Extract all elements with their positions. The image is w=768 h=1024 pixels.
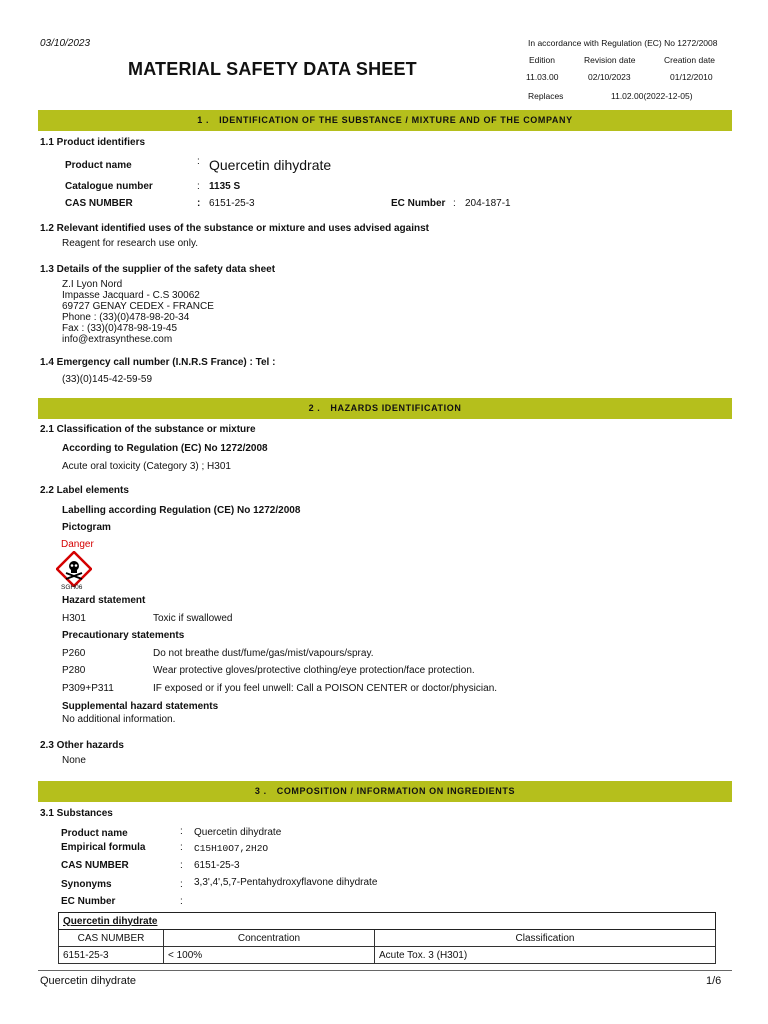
section-1-number: 1 . xyxy=(197,115,210,125)
pictogram-heading: Pictogram xyxy=(62,522,111,533)
table-cell: Acute Tox. 3 (H301) xyxy=(375,947,716,964)
heading-1-3: 1.3 Details of the supplier of the safety data sheet xyxy=(40,264,276,275)
colon: : xyxy=(180,896,183,907)
ec-label: EC Number xyxy=(61,896,116,907)
hazard-statement-heading: Hazard statement xyxy=(62,595,146,606)
creation-value: 01/12/2010 xyxy=(670,72,713,82)
ghs06-skull-icon xyxy=(56,551,92,587)
section-2-number: 2 . xyxy=(308,403,321,413)
heading-1-4: 1.4 Emergency call number (I.N.R.S France) : Tel : xyxy=(40,357,276,368)
composition-table xyxy=(58,912,716,964)
cas-label: CAS NUMBER xyxy=(65,198,133,209)
revision-value: 02/10/2023 xyxy=(588,72,631,82)
section-3-header xyxy=(38,781,732,802)
ec-label: EC Number xyxy=(391,198,446,209)
other-hazards-text: None xyxy=(62,755,86,766)
emergency-number: (33)(0)145-42-59-59 xyxy=(62,374,153,385)
precaution-code: P309+P311 xyxy=(62,683,114,694)
supplier-phone: Phone : (33)(0)478-98-20-34 xyxy=(62,312,190,323)
section-3-number: 3 . xyxy=(254,786,267,796)
footer-divider xyxy=(38,970,732,971)
heading-3-1: 3.1 Substances xyxy=(40,808,113,819)
precautionary-heading: Precautionary statements xyxy=(62,630,185,641)
section-1-header xyxy=(38,110,732,131)
section-2-title: HAZARDS IDENTIFICATION xyxy=(330,403,462,413)
precaution-text: Wear protective gloves/protective clothing/eye protection/face protection. xyxy=(153,665,475,676)
column-header: CAS NUMBER xyxy=(59,930,164,947)
hazard-code: H301 xyxy=(62,613,86,624)
precaution-code: P260 xyxy=(62,648,86,659)
heading-1-2: 1.2 Relevant identified uses of the substance or mixture and uses advised against xyxy=(40,223,430,234)
edition-value: 11.03.00 xyxy=(526,72,559,82)
section-3-title: COMPOSITION / INFORMATION ON INGREDIENTS xyxy=(276,786,516,796)
labelling-regulation: Labelling according Regulation (CE) No 1272/2008 xyxy=(62,505,301,516)
cas-value: 6151-25-3 xyxy=(194,860,240,871)
product-name-value: Quercetin dihydrate xyxy=(194,827,282,838)
table-header-row xyxy=(59,930,716,947)
colon: : xyxy=(180,842,183,853)
table-caption: Quercetin dihydrate xyxy=(59,913,716,930)
supplier-address-3: 69727 GENAY CEDEX - FRANCE xyxy=(62,301,214,312)
supplemental-heading: Supplemental hazard statements xyxy=(62,701,219,712)
table-row xyxy=(59,947,716,964)
section-1-title: IDENTIFICATION OF THE SUBSTANCE / MIXTURE AND OF THE COMPANY xyxy=(219,115,573,125)
page-title: MATERIAL SAFETY DATA SHEET xyxy=(128,59,417,79)
footer-product-name: Quercetin dihydrate xyxy=(40,975,136,987)
heading-2-2: 2.2 Label elements xyxy=(40,485,129,496)
column-header: Concentration xyxy=(164,930,375,947)
product-name-value: Quercetin dihydrate xyxy=(209,157,332,173)
formula-label: Empirical formula xyxy=(61,842,146,853)
heading-2-3: 2.3 Other hazards xyxy=(40,740,124,751)
catalogue-label: Catalogue number xyxy=(65,181,153,192)
edition-label: Edition xyxy=(529,55,555,65)
colon: : xyxy=(197,198,201,209)
signal-word: Danger xyxy=(61,539,94,550)
heading-1-1: 1.1 Product identifiers xyxy=(40,137,146,148)
heading-2-1: 2.1 Classification of the substance or mixture xyxy=(40,424,256,435)
hazard-text: Toxic if swallowed xyxy=(153,613,233,624)
colon: : xyxy=(180,826,183,837)
classification-text: Acute oral toxicity (Category 3) ; H301 xyxy=(62,461,231,472)
replaces-value: 11.02.00(2022-12-05) xyxy=(611,91,693,101)
creation-label: Creation date xyxy=(664,55,716,65)
colon: : xyxy=(180,860,183,871)
synonyms-value: 3,3',4',5,7-Pentahydroxyflavone dihydrate xyxy=(194,877,378,888)
revision-label: Revision date xyxy=(584,55,636,65)
section-2-header xyxy=(38,398,732,419)
ec-value: 204-187-1 xyxy=(465,198,511,209)
precaution-text: IF exposed or if you feel unwell: Call a POISON CENTER or doctor/physician. xyxy=(153,683,498,694)
precaution-text: Do not breathe dust/fume/gas/mist/vapours/spray. xyxy=(153,648,374,659)
supplemental-text: No additional information. xyxy=(62,714,176,725)
table-cell: < 100% xyxy=(164,947,375,964)
colon: : xyxy=(180,879,183,890)
replaces-label: Replaces xyxy=(528,91,564,101)
table-caption-row xyxy=(59,913,716,930)
table-cell: 6151-25-3 xyxy=(59,947,164,964)
precaution-code: P280 xyxy=(62,665,86,676)
colon: : xyxy=(197,156,200,167)
column-header: Classification xyxy=(375,930,716,947)
colon: : xyxy=(197,181,200,192)
colon: : xyxy=(453,198,456,209)
according-regulation: According to Regulation (EC) No 1272/2008 xyxy=(62,443,268,454)
cas-value: 6151-25-3 xyxy=(209,198,255,209)
supplier-address-1: Z.I Lyon Nord xyxy=(62,279,123,290)
regulation-note: In accordance with Regulation (EC) No 1272/2008 xyxy=(528,38,718,48)
product-name-label: Product name xyxy=(61,828,128,839)
recommended-use: Reagent for research use only. xyxy=(62,238,199,249)
supplier-address-2: Impasse Jacquard - C.S 30062 xyxy=(62,290,200,301)
ghs-code: SGH06 xyxy=(61,584,83,591)
synonyms-label: Synonyms xyxy=(61,879,112,890)
formula-value: C15H10O7,2H2O xyxy=(194,843,269,854)
page-number: 1/6 xyxy=(706,975,722,987)
catalogue-value: 1135 S xyxy=(209,181,241,192)
supplier-fax: Fax : (33)(0)478-98-19-45 xyxy=(62,323,178,334)
product-name-label: Product name xyxy=(65,160,132,171)
cas-label: CAS NUMBER xyxy=(61,860,129,871)
document-date: 03/10/2023 xyxy=(40,38,91,49)
supplier-email: info@extrasynthese.com xyxy=(62,334,173,345)
